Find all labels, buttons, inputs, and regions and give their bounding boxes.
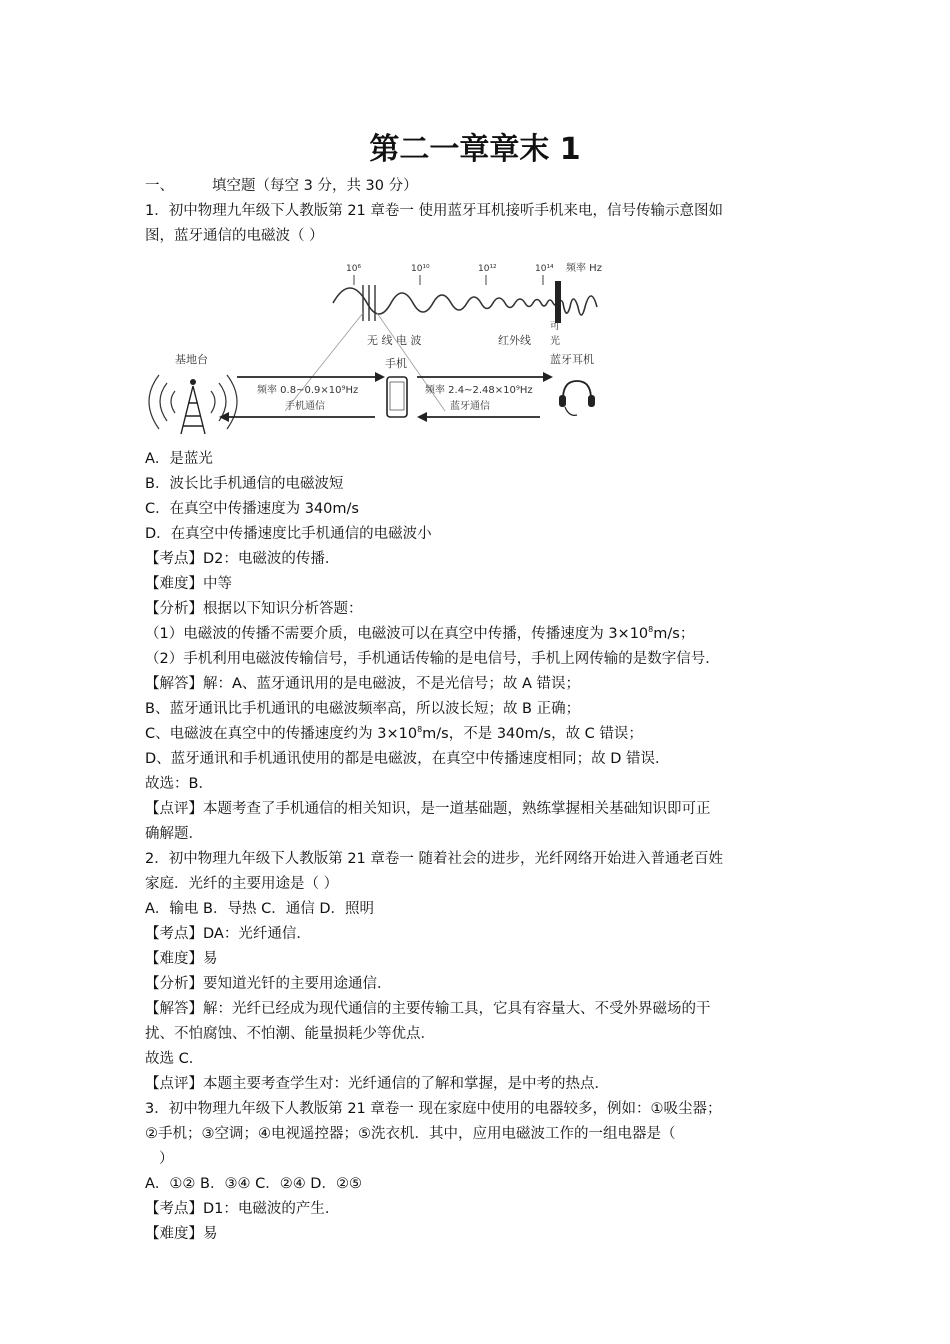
freq-label-1: 10⁶ [346, 264, 362, 274]
page-title: 第二一章章末 1 [369, 132, 581, 167]
q1-fenxi-point1-text: （1）电磁波的传播不需要介质，电磁波可以在真空中传播，传播速度为 3×10 [145, 626, 649, 642]
freq-label-2: 10¹⁰ [411, 264, 430, 274]
arrowhead-to-phone [375, 372, 385, 382]
bt-freq-label: 频率 2.4~2.48×10⁹Hz [425, 385, 533, 396]
q2-nandu: 【难度】易 [145, 951, 218, 967]
q1-jieda-3-text: C、电磁波在真空中的传播速度约为 3×10 [145, 726, 418, 742]
q1-dianping-1: 【点评】本题考查了手机通信的相关知识，是一道基础题，熟练掌握相关基础知识即可正 [145, 801, 711, 817]
q2-jieda-2: 扰、不怕腐蚀、不怕潮、能量损耗少等优点． [145, 1026, 435, 1042]
q1-jieda-3-exp: 8 [417, 725, 423, 735]
q1-kaodian: 【考点】D2：电磁波的传播． [145, 551, 340, 567]
q1-option-d: D．在真空中传播速度比手机通信的电磁波小 [145, 526, 432, 542]
q1-dianping-2: 确解题． [145, 826, 203, 842]
band-visible-2: 光 [550, 336, 560, 347]
q1-jieda-2: B、蓝牙通讯比手机通讯的电磁波频率高，所以波长短；故 B 正确； [145, 701, 581, 717]
antenna-top [190, 379, 196, 385]
q3-nandu: 【难度】易 [145, 1226, 218, 1242]
q1-jieda-4: D、蓝牙通讯和手机通讯使用的都是电磁波，在真空中传播速度相同；故 D 错误． [145, 751, 670, 767]
q1-option-b: B．波长比手机通信的电磁波短 [145, 476, 344, 492]
phone-freq-label: 频率 0.8~0.9×10⁹Hz [257, 385, 359, 396]
freq-unit: 频率 Hz [566, 263, 602, 274]
earphone-label: 蓝牙耳机 [550, 353, 594, 366]
document-body [145, 174, 810, 1247]
q1-nandu: 【难度】中等 [145, 576, 232, 592]
q1-figure [145, 251, 810, 447]
q1-fenxi: 【分析】根据以下知识分析答题： [145, 601, 363, 617]
q3-stem-line3: ） [159, 1151, 174, 1167]
base-station-label: 基地台 [175, 353, 208, 366]
section-number: 一、 [145, 178, 174, 194]
q2-answer: 故选 C． [145, 1051, 204, 1067]
q3-stem-line2: ②手机；③空调；④电视遥控器；⑤洗衣机．其中，应用电磁波工作的一组电器是（ [145, 1126, 676, 1142]
q1-fenxi-point1-exp: 8 [648, 625, 654, 635]
q2-kaodian: 【考点】DA：光纤通信． [145, 926, 311, 942]
base-station-icon [181, 386, 205, 434]
q2-fenxi: 【分析】要知道光钎的主要用途通信． [145, 976, 392, 992]
arrowhead-to-earphone [543, 372, 553, 382]
q3-options: A．①② B．③④ C．②④ D．②⑤ [145, 1176, 362, 1192]
earcup-right [588, 395, 595, 407]
q1-stem-line2: 图，蓝牙通信的电磁波（ ） [145, 228, 324, 244]
radio-waves-right [211, 375, 237, 429]
zoom-line-left [285, 313, 363, 411]
q3-kaodian: 【考点】D1：电磁波的产生． [145, 1201, 340, 1217]
q1-answer: 故选：B． [145, 776, 213, 792]
earphone-icon [563, 381, 591, 399]
visible-band-mark [555, 281, 561, 323]
q1-jieda-3-rest: m/s，不是 340m/s，故 C 错误； [422, 726, 643, 742]
bt-comm-label: 蓝牙通信 [450, 401, 490, 412]
phone-comm-label: 手机通信 [285, 401, 325, 412]
earcup-left [559, 395, 566, 407]
phone-label: 手机 [385, 357, 407, 370]
q3-stem-line1: 3．初中物理九年级下人教版第 21 章卷一 现在家庭中使用的电器较多，例如：①吸尘器； [145, 1101, 722, 1117]
q2-stem-line2: 家庭．光纤的主要用途是（ ） [145, 876, 339, 892]
freq-label-3: 10¹² [478, 264, 497, 274]
radio-waves-left [149, 375, 175, 429]
arrowhead-to-base [219, 412, 229, 422]
band-infrared: 红外线 [498, 334, 531, 347]
q1-option-c: C．在真空中传播速度为 340m/s [145, 501, 359, 517]
freq-label-4: 10¹⁴ [535, 264, 554, 274]
q1-fenxi-point1-unit: m/s； [653, 626, 695, 642]
earphone-mic [565, 407, 577, 415]
q1-jieda-3 [145, 722, 810, 747]
section-heading [145, 174, 810, 199]
signal-diagram [145, 251, 615, 447]
band-radio: 无 线 电 波 [367, 334, 422, 347]
q2-options: A．输电 B．导热 C．通信 D．照明 [145, 901, 374, 917]
q1-jieda-1: 【解答】解：A、蓝牙通讯用的是电磁波，不是光信号；故 A 错误； [145, 676, 581, 692]
q1-fenxi-point2: （2）手机利用电磁波传输信号，手机通话传输的是电信号，手机上网传输的是数字信号． [145, 651, 720, 667]
band-visible-1: 可 [550, 321, 560, 332]
q2-jieda-1: 【解答】解：光纤已经成为现代通信的主要传输工具，它具有容量大、不受外界磁场的干 [145, 1001, 711, 1017]
q2-dianping: 【点评】本题主要考查学生对：光纤通信的了解和掌握，是中考的热点． [145, 1076, 609, 1092]
q1-fenxi-point1 [145, 622, 810, 647]
arrowhead-to-phone-bt [417, 412, 427, 422]
section-label: 填空题（每空 3 分，共 30 分） [212, 178, 418, 194]
q1-option-a: A．是蓝光 [145, 451, 213, 467]
phone-screen [390, 382, 404, 410]
q2-stem-line1: 2．初中物理九年级下人教版第 21 章卷一 随着社会的进步，光纤网络开始进入普通老百姓 [145, 851, 723, 867]
q1-stem-line1: 1．初中物理九年级下人教版第 21 章卷一 使用蓝牙耳机接听手机来电，信号传输示意图如 [145, 203, 723, 219]
